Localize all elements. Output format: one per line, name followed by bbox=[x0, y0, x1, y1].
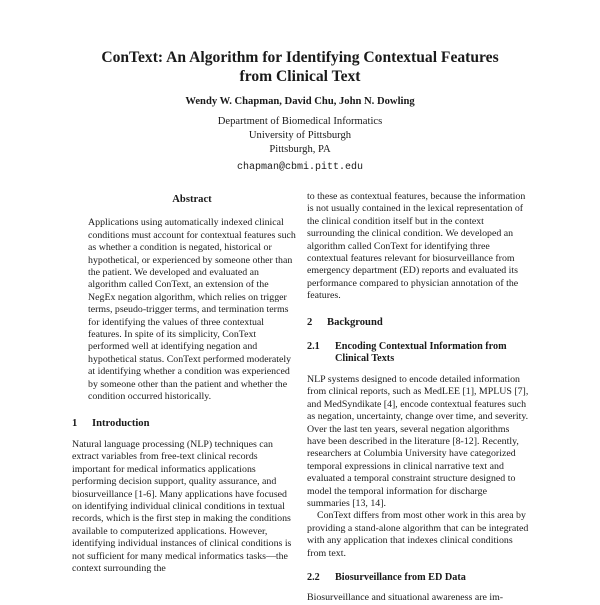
subsection-number: 2.2 bbox=[307, 571, 320, 583]
title-line-1: ConText: An Algorithm for Identifying Contextual Features bbox=[101, 49, 499, 66]
section-title: Introduction bbox=[92, 417, 150, 429]
paper-title bbox=[60, 48, 540, 86]
subsection-title: Encoding Contextual Information from Clinical Texts bbox=[335, 341, 507, 365]
author-email: chapman@cbmi.pitt.edu bbox=[236, 162, 364, 173]
affiliation bbox=[60, 115, 540, 157]
subsection-number: 2.1 bbox=[307, 341, 320, 353]
abstract-body: Applications using automatically indexed clinical conditions must account for contextual features such as whether a condition is negated, historical or hypothetical, or experienced by someone other than the patient. We developed and evaluated an algorithm called ConText, an extension of the NegEx negation algorithm, which relies on trigger terms, pseudo-trigger terms, and termination terms for identifying the values of three contextual features. In spite of its simplicity, ConText performed well at identifying negation and hypothetical status. ConText performed moderately at identifying whether a condition was experienced by someone other than the patient and whether the condition occurred historically. bbox=[88, 217, 296, 403]
title-line-2: from Clinical Text bbox=[239, 68, 361, 85]
section-number: 2 bbox=[307, 316, 313, 328]
section-heading-background bbox=[307, 317, 529, 329]
section-number: 1 bbox=[72, 417, 78, 429]
introduction-body: Natural language processing (NLP) techniques can extract variables from free-text clinical records important for medical informatics applications performing decision support, quality assurance, and biosurveillance [1-6]. Many applications have focused on identifying individual clinical conditions in textual records, which is the first step in making the conditions available to computerized applications. However, identifying individual instances of clinical conditions is not sufficient for many medical informatics tasks—the context surrounding the bbox=[72, 438, 292, 574]
subsection-heading-encoding bbox=[307, 341, 529, 366]
affiliation-department: Department of Biomedical Informatics bbox=[217, 116, 383, 127]
left-column bbox=[72, 194, 296, 575]
affiliation-university: University of Pittsburgh bbox=[248, 130, 352, 141]
biosurveillance-paragraph-1: Biosurveillance and situational awareness are im- bbox=[307, 592, 504, 604]
affiliation-city: Pittsburgh, PA bbox=[269, 144, 331, 155]
section-title: Background bbox=[327, 316, 383, 328]
encoding-paragraph-1: NLP systems designed to encode detailed information from clinical reports, such as MedLEE [1], MPLUS [7], and MedSyndikate [4], encode contextual features such as negation, uncertainty, change over time, and severity. Over the last ten years, several negation algorithms have been described in the literature [8-12]. Recently, researchers at Columbia University have categorized temporal expressions in clinical narrative text and evaluated a temporal constraint structure designed to model the temporal information for discharge summaries [13, 14]. bbox=[307, 373, 529, 509]
right-column bbox=[307, 191, 529, 605]
subsection-heading-biosurveillance bbox=[307, 572, 529, 584]
introduction-continuation: to these as contextual features, because the information is not usually contained in the lexical representation of the clinical condition itself but in the context surrounding the clinical condition. We developed an algorithm called ConText for identifying three contextual features relevant for biosurveillance from emergency department (ED) reports and evaluated its performance compared to physician annotation of the features. bbox=[307, 191, 526, 302]
subsection-title: Biosurveillance from ED Data bbox=[335, 571, 466, 583]
section-heading-introduction bbox=[72, 418, 296, 430]
encoding-paragraph-2: ConText differs from most other work in this area by providing a stand-alone algorithm that can be integrated with any application that indexes clinical conditions from text. bbox=[307, 510, 529, 559]
abstract-heading: Abstract bbox=[172, 194, 212, 205]
author-list: Wendy W. Chapman, David Chu, John N. Dowling bbox=[185, 96, 415, 107]
